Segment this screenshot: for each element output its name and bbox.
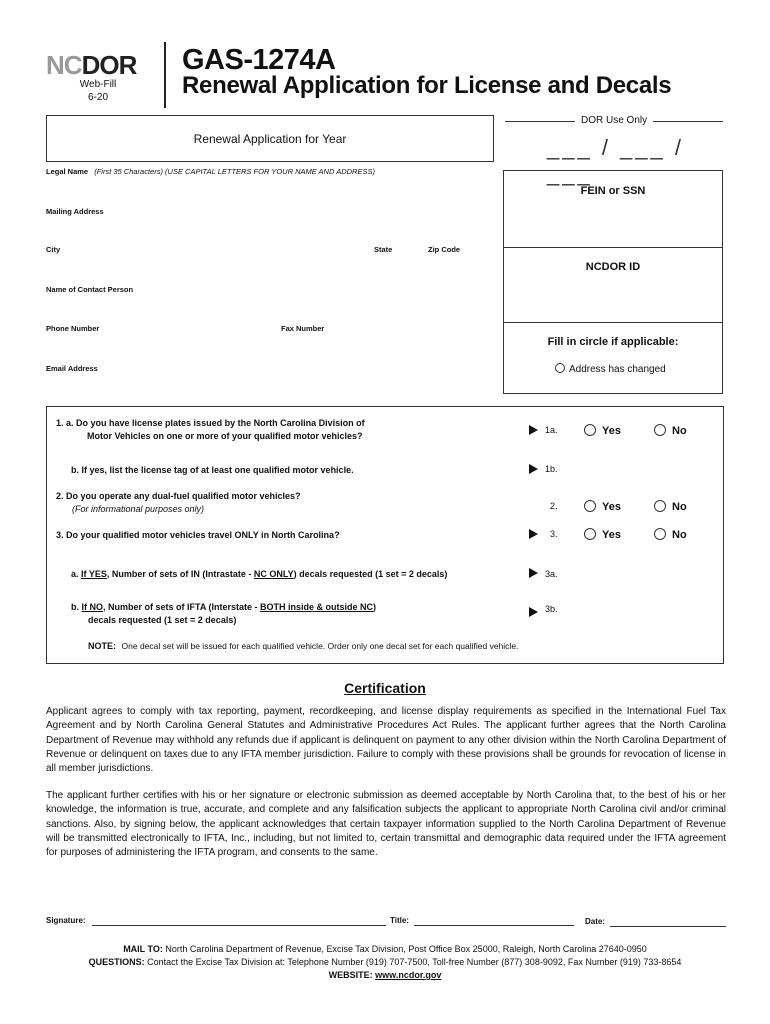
dor-use-label: DOR Use Only <box>577 115 651 126</box>
legal-name-field-label: Legal Name (First 35 Characters) (USE CAPITAL LETTERS FOR YOUR NAME AND ADDRESS) <box>46 167 375 176</box>
dor-use-rule-right <box>653 121 723 122</box>
header-divider <box>164 42 166 108</box>
q2-yes-radio[interactable] <box>584 500 596 512</box>
answer-1b-label: 1b. <box>545 464 558 474</box>
form-number: GAS-1274A <box>182 44 336 76</box>
certification-heading: Certification <box>344 680 426 696</box>
q3-no-option[interactable]: No <box>654 528 687 541</box>
signature-field[interactable] <box>92 925 386 926</box>
zip-code-input[interactable] <box>426 255 492 281</box>
address-changed-radio[interactable] <box>555 363 565 373</box>
dor-use-only <box>505 115 722 186</box>
answer-2-label: 2. <box>550 501 558 511</box>
arrow-icon <box>529 425 538 435</box>
fax-number-input[interactable] <box>280 334 490 360</box>
question-3b-line2: decals requested (1 set = 2 decals) <box>88 615 237 625</box>
phone-number-input[interactable] <box>46 334 272 360</box>
q3-yes-option[interactable]: Yes <box>584 528 621 541</box>
zip-code-label: Zip Code <box>428 245 461 254</box>
q1a-no-option[interactable]: No <box>654 424 687 437</box>
q2-no-option[interactable]: No <box>654 500 687 513</box>
question-1a-line1: 1. a. Do you have license plates issued by the North Carolina Division of <box>56 418 365 428</box>
mailing-address-input[interactable] <box>46 217 486 243</box>
certification-paragraph-1: Applicant agrees to comply with tax reporting, payment, recordkeeping, and license display requirements as specified in the International Fuel Tax Agreement and by North Carolina General Statutes and Administrative Procedures Act Rules. The applicant further agrees that the North Carolina Department of Revenue may withhold any refunds due if applicant is delinquent on payment to any other division within the North Carolina Department of Revenue or delinquent on taxes due to any IFTA member jurisdiction. Failure to comply with these provisions shall be grounds for revocation of license in all member jurisdictions. <box>46 706 726 775</box>
q1a-yes-radio[interactable] <box>584 424 596 436</box>
state-input[interactable] <box>372 255 422 281</box>
website-line: WEBSITE: www.ncdor.gov <box>328 970 442 980</box>
form-title: Renewal Application for License and Decals <box>182 72 672 99</box>
ncdor-id-input[interactable] <box>510 278 716 318</box>
legal-name-input[interactable] <box>46 178 486 204</box>
signature-label: Signature: <box>46 916 86 925</box>
contact-person-input[interactable] <box>46 295 486 321</box>
interstate-decals-input[interactable] <box>562 602 712 616</box>
renewal-year-field[interactable] <box>46 115 494 162</box>
panel-divider-2 <box>503 322 723 323</box>
question-1b: b. If yes, list the license tag of at least one qualified motor vehicle. <box>71 465 354 475</box>
certification-paragraph-2: The applicant further certifies with his or her signature or electronic submission as deemed acceptable by North Carolina that, to the best of his or her knowledge, the information is true, accurate, and complete and any falsification subjects the applicant to appropriate North Carolina civil and/or criminal sanctions. Also, by signing below, the applicant acknowledges that certain taxpayer information supplied to the North Carolina Department of Revenue will be transmitted electronically to IFTA, Inc., including, but not limited to, certain transmittal and demographic data required under the IFTA agreement for purposes of administering the IFTA program, and consents to the same. <box>46 790 726 859</box>
q2-yes-option[interactable]: Yes <box>584 500 621 513</box>
question-3a: a. If YES, Number of sets of IN (Intrastate - NC ONLY) decals requested (1 set = 2 decals) <box>71 569 448 579</box>
license-tag-input[interactable] <box>562 462 712 476</box>
question-1a-line2: Motor Vehicles on one or more of your qualified motor vehicles? <box>87 431 363 441</box>
dor-use-date-mask: ___ / ___ / ___ <box>547 135 684 186</box>
renewal-year-label: Renewal Application for Year <box>193 132 347 146</box>
question-2-note: (For informational purposes only) <box>72 504 205 514</box>
fill-circle-instruction: Fill in circle if applicable: <box>547 336 679 348</box>
email-address-input[interactable] <box>46 374 486 394</box>
answer-1a-label: 1a. <box>545 425 558 435</box>
q3-no-radio[interactable] <box>654 528 666 540</box>
arrow-icon <box>529 607 538 617</box>
answer-3-label: 3. <box>550 529 558 539</box>
question-2-line1: 2. Do you operate any dual-fuel qualified motor vehicles? <box>56 491 301 501</box>
q2-no-radio[interactable] <box>654 500 666 512</box>
version-number: 6-20 <box>87 92 108 103</box>
date-field[interactable] <box>610 926 726 927</box>
q1a-yes-option[interactable]: Yes <box>584 424 621 437</box>
question-3b-line1: b. If NO, Number of sets of IFTA (Interstate - BOTH inside & outside NC) <box>71 602 377 612</box>
mail-to-line: MAIL TO: North Carolina Department of Revenue, Excise Tax Division, Post Office Box 25000, Raleigh, North Carolina 27640-0950 <box>123 944 647 954</box>
date-label: Date: <box>585 917 606 926</box>
arrow-icon <box>529 464 538 474</box>
mailing-address-label: Mailing Address <box>46 207 104 216</box>
title-field[interactable] <box>414 925 574 926</box>
contact-person-label: Name of Contact Person <box>46 285 134 294</box>
intrastate-decals-input[interactable] <box>562 566 712 580</box>
arrow-icon <box>529 568 538 578</box>
answer-3a-label: 3a. <box>545 569 558 579</box>
fein-ssn-label: FEIN or SSN <box>580 185 646 197</box>
arrow-icon <box>529 529 538 539</box>
decal-note: NOTE: One decal set will be issued for each qualified vehicle. Order only one decal set for each qualified vehicle. <box>88 641 519 651</box>
questions-contact-line: QUESTIONS: Contact the Excise Tax Division at: Telephone Number (919) 707-7500, Toll-free Number (877) 308-9092, Fax Number (919) 733-8654 <box>88 957 682 967</box>
question-3: 3. Do your qualified motor vehicles travel ONLY in North Carolina? <box>56 530 340 540</box>
phone-number-label: Phone Number <box>46 324 100 333</box>
ncdor-logo: NCDOR <box>46 50 137 80</box>
fax-number-label: Fax Number <box>281 324 325 333</box>
version-info <box>76 78 120 104</box>
q1a-no-radio[interactable] <box>654 424 666 436</box>
city-input[interactable] <box>46 255 366 281</box>
fein-ssn-input[interactable] <box>510 202 716 242</box>
address-changed-option[interactable]: Address has changed <box>555 363 666 375</box>
title-label: Title: <box>390 916 409 925</box>
dor-use-rule-left <box>505 121 575 122</box>
state-label: State <box>374 245 393 254</box>
answer-3b-label: 3b. <box>545 604 558 614</box>
website-link[interactable]: www.ncdor.gov <box>375 970 442 980</box>
city-label: City <box>46 245 61 254</box>
q3-yes-radio[interactable] <box>584 528 596 540</box>
email-address-label: Email Address <box>46 364 98 373</box>
web-fill-label: Web-Fill <box>79 79 117 90</box>
panel-divider-1 <box>503 247 723 248</box>
ncdor-id-label: NCDOR ID <box>585 261 641 273</box>
